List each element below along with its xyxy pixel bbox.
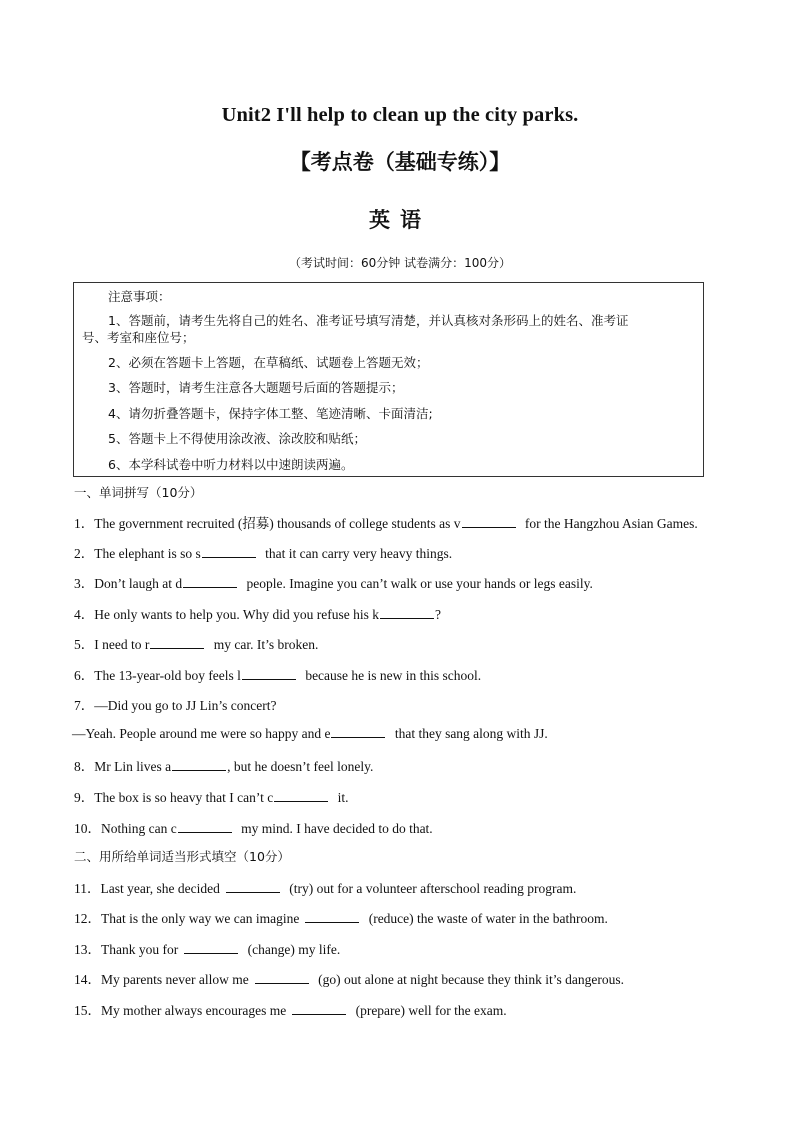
answer-blank-9[interactable]	[274, 789, 328, 802]
answer-blank-10[interactable]	[178, 820, 232, 833]
question-3: 3．Don’t laugh at d people. Imagine you can’t walk or use your hands or legs easily.	[74, 576, 593, 591]
question-6: 6．The 13-year-old boy feels l because he is new in this school.	[74, 668, 482, 683]
section-2-heading: 二、用所给单词适当形式填空（10分）	[74, 849, 290, 864]
notice-item-1-cont: 号、考室和座位号；	[82, 330, 195, 345]
question-4: 4．He only wants to help you. Why did you refuse his k ?	[74, 607, 441, 622]
question-14: 14．My parents never allow me (go) out alone at night because they think it’s dangerous.	[74, 972, 625, 987]
answer-blank-1[interactable]	[462, 515, 516, 528]
answer-blank-6[interactable]	[242, 667, 296, 680]
notice-item-2: 2、必须在答题卡上答题，在草稿纸、试题卷上答题无效；	[108, 355, 429, 370]
answer-blank-5[interactable]	[150, 636, 204, 649]
answer-blank-11[interactable]	[226, 880, 280, 893]
notice-item-3: 3、答题时，请考生注意各大题题号后面的答题提示；	[108, 380, 404, 395]
exam-subtitle: 【考点卷（基础专练）】	[289, 150, 511, 174]
question-5: 5．I need to r my car. It’s broken.	[74, 637, 319, 652]
answer-blank-4[interactable]	[380, 606, 434, 619]
question-7: 7．—Did you go to JJ Lin’s concert?	[74, 698, 277, 713]
question-12: 12．That is the only way we can imagine (reduce) the waste of water in the bathroom.	[74, 911, 608, 926]
answer-blank-3[interactable]	[183, 575, 237, 588]
time-info: （考试时间：60分钟 试卷满分：100分）	[289, 256, 511, 270]
question-15: 15．My mother always encourages me (prepare) well for the exam.	[74, 1003, 507, 1018]
answer-blank-15[interactable]	[292, 1002, 346, 1015]
question-1: 1．The government recruited (招募) thousands of college students as v for the Hangzhou Asian Games.	[74, 516, 698, 531]
answer-blank-8[interactable]	[172, 758, 226, 771]
notice-item-1: 1、答题前，请考生先将自己的姓名、准考证号填写清楚，并认真核对条形码上的姓名、准考证	[108, 313, 629, 328]
answer-blank-12[interactable]	[305, 910, 359, 923]
exam-title: Unit2 I'll help to clean up the city parks.	[221, 104, 579, 126]
notice-box	[73, 282, 704, 477]
question-10: 10．Nothing can c my mind. I have decided to do that.	[74, 821, 433, 836]
notice-heading: 注意事项：	[108, 289, 171, 304]
answer-blank-2[interactable]	[202, 545, 256, 558]
section-1-heading: 一、单词拼写（10分）	[74, 485, 203, 500]
notice-item-6: 6、本学科试卷中听力材料以中速朗读两遍。	[108, 457, 354, 472]
question-7-response: —Yeah. People around me were so happy and e that they sang along with JJ.	[72, 726, 548, 741]
subject-label: 英语	[369, 208, 431, 232]
answer-blank-13[interactable]	[184, 941, 238, 954]
question-13: 13．Thank you for (change) my life.	[74, 942, 341, 957]
question-2: 2．The elephant is so s that it can carry very heavy things.	[74, 546, 453, 561]
notice-item-5: 5、答题卡上不得使用涂改液、涂改胶和贴纸；	[108, 431, 366, 446]
question-9: 9．The box is so heavy that I can’t c it.	[74, 790, 349, 805]
question-11: 11．Last year, she decided (try) out for a volunteer afterschool reading program.	[74, 881, 577, 896]
notice-item-4: 4、请勿折叠答题卡，保持字体工整、笔迹清晰、卡面清洁;	[108, 406, 433, 421]
question-8: 8．Mr Lin lives a , but he doesn’t feel lonely.	[74, 759, 374, 774]
answer-blank-7[interactable]	[331, 725, 385, 738]
answer-blank-14[interactable]	[255, 971, 309, 984]
